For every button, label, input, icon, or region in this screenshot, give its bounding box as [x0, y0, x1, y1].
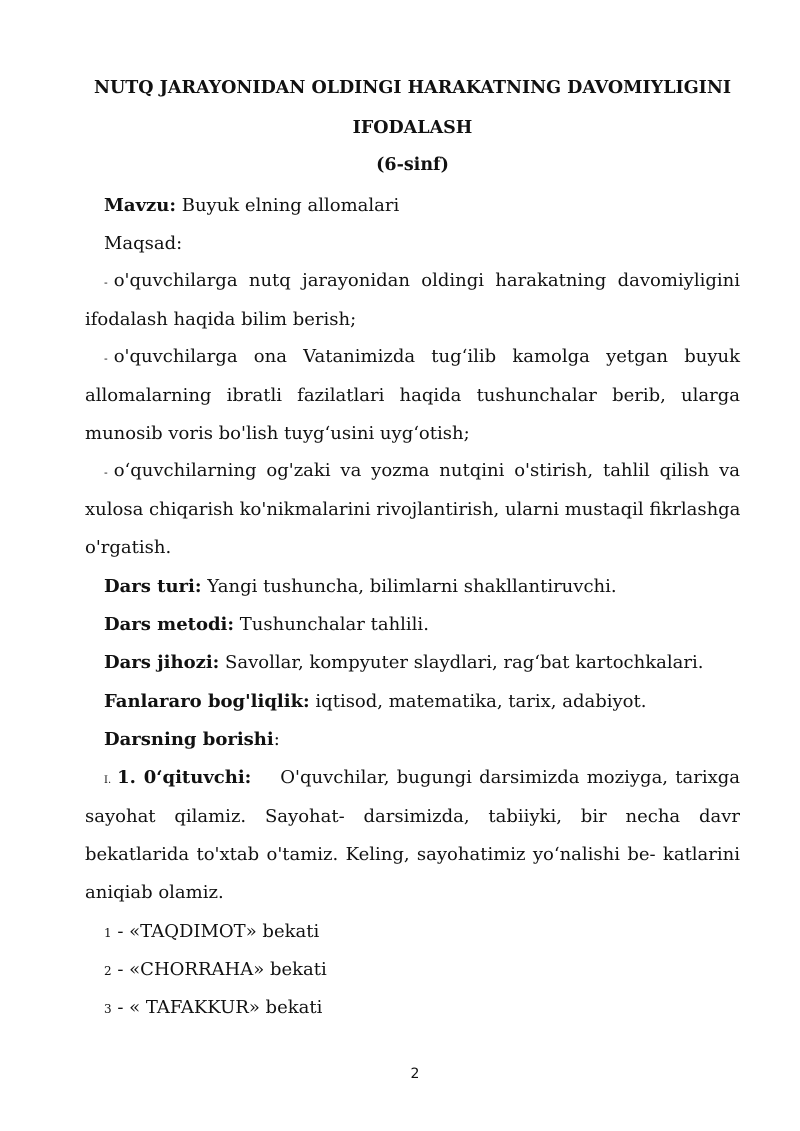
interdisciplinary-line: [104, 691, 646, 712]
grade-label: (6-sinf): [376, 155, 449, 175]
lesson-type-line: [104, 576, 617, 597]
goal-item-2-line-2: allomalarning ibratli fazilatlari haqida tushunchalar berib, ularga: [85, 385, 740, 406]
goal-label: Maqsad:: [104, 233, 183, 254]
lesson-method-value: Tushunchalar tahlili.: [234, 614, 429, 635]
goal-item-1-line-2: ifodalash haqida bilim berish;: [85, 309, 357, 330]
goal-item-3-line-2: xulosa chiqarish ko'nikmalarini rivojlantirish, ularni mustaqil fikrlashga: [85, 499, 741, 520]
topic-line: [104, 195, 399, 216]
lesson-type-value: Yangi tushuncha, bilimlarni shakllantiruvchi.: [201, 576, 617, 597]
lesson-type-label: Dars turi:: [104, 576, 202, 597]
goal-item-3-line-3: o'rgatish.: [85, 537, 172, 558]
goal-item-3-line-1: - o‘quvchilarning og'zaki va yozma nutqini o'stirish, tahlil qilish va: [104, 460, 740, 481]
page-number: 2: [410, 1066, 420, 1082]
lesson-method-label: Dars metodi:: [104, 614, 235, 635]
station-2: 2 - «CHORRAHA» bekati: [104, 959, 327, 980]
equipment-label: Dars jihozi:: [104, 652, 220, 673]
equipment-value: Savollar, kompyuter slaydlari, rag‘bat kartochkalari.: [219, 652, 704, 673]
teacher-line-2: sayohat qilamiz. Sayohat- darsimizda, tabiiyki, bir necha davr: [85, 806, 740, 827]
teacher-line-4: aniqiab olamiz.: [85, 882, 224, 903]
title-line-2: IFODALASH: [352, 118, 473, 138]
goal-item-2-line-3: munosib voris bo'lish tuyg‘usini uyg‘otish;: [85, 423, 470, 444]
equipment-line: [104, 652, 703, 673]
goal-item-2-line-1: - o'quvchilarga ona Vatanimizda tug‘ilib kamolga yetgan buyuk: [104, 346, 740, 367]
goal-item-1-line-1: - o'quvchilarga nutq jarayonidan oldingi harakatning davomiyligini: [104, 270, 740, 291]
teacher-label: 1. 0‘qituvchi:: [117, 767, 252, 788]
procedure-line: Darsning borishi:: [104, 729, 280, 750]
interdisciplinary-value: iqtisod, matematika, tarix, adabiyot.: [309, 691, 647, 712]
bullet: -: [104, 276, 108, 289]
bullet: -: [104, 352, 108, 365]
interdisciplinary-label: Fanlararo bog'liqlik:: [104, 691, 310, 712]
teacher-line-3: bekatlarida to'xtab o'tamiz. Keling, sayohatimiz yo‘nalishi be- katlarini: [85, 844, 740, 865]
topic-label: Mavzu:: [104, 195, 176, 216]
lesson-method-line: [104, 614, 429, 635]
topic-value: Buyuk elning allomalari: [176, 195, 400, 216]
roman-numeral: I.: [104, 775, 112, 786]
title-line-1: NUTQ JARAYONIDAN OLDINGI HARAKATNING DAVOMIYLIGINI: [93, 78, 732, 98]
bullet: -: [104, 466, 108, 479]
station-3: 3 - « TAFAKKUR» bekati: [104, 997, 323, 1018]
teacher-line-1: I. 1. 0‘qituvchi: O'quvchilar, bugungi darsimizda moziyga, tarixga: [104, 767, 740, 788]
station-1: 1 - «TAQDIMOT» bekati: [104, 921, 320, 942]
procedure-label: Darsning borishi: [104, 729, 274, 750]
